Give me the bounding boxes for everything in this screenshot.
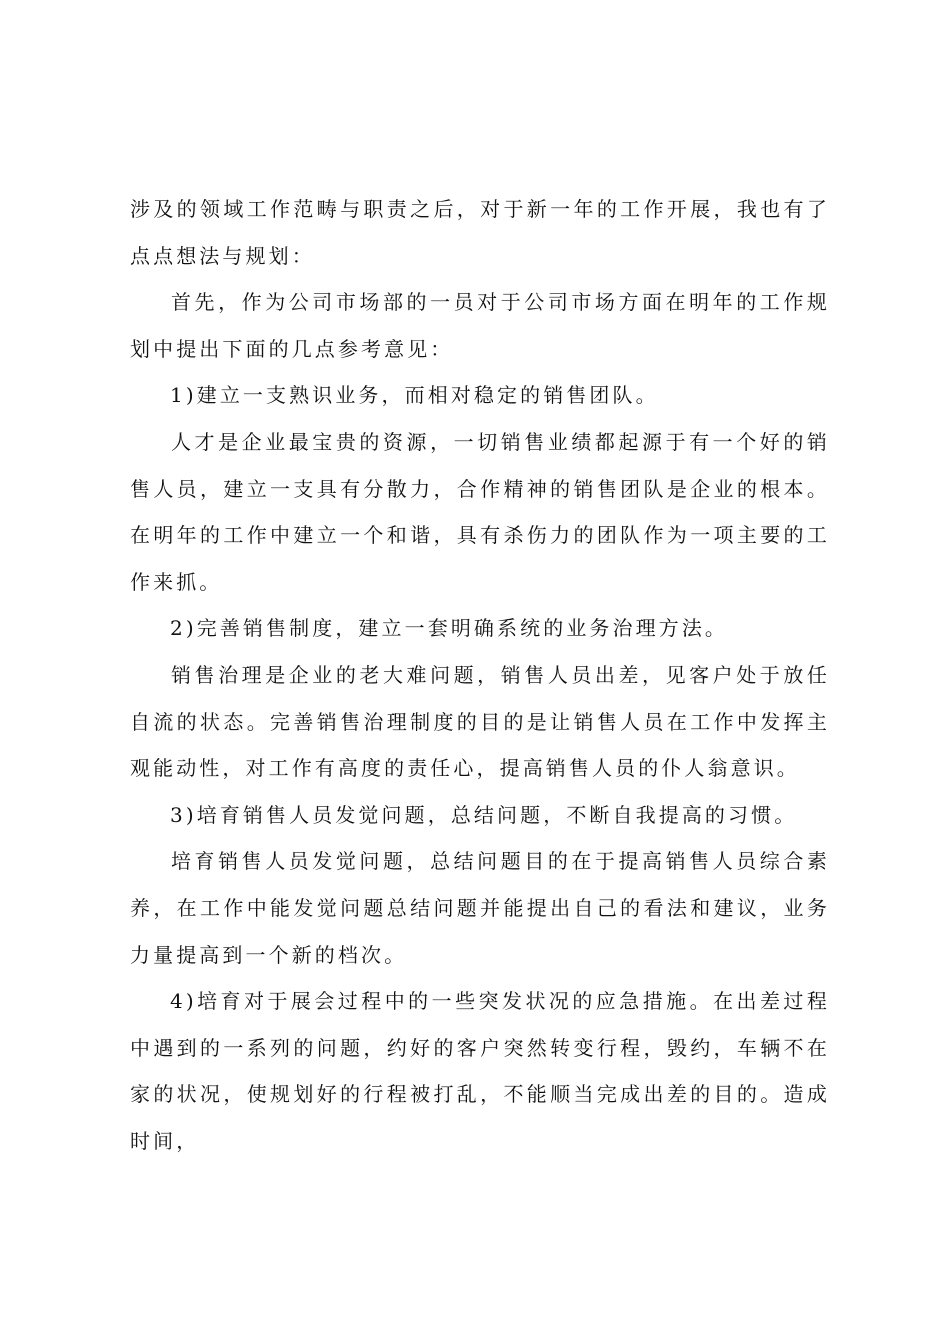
paragraph-5: 培育销售人员发觉问题，总结问题目的在于提高销售人员综合素养，在工作中能发觉问题总结问题并能提出自己的看法和建议，业务力量提高到一个新的档次。 <box>130 849 830 967</box>
paragraph-4: 销售治理是企业的老大难问题，销售人员出差，见客户处于放任自流的状态。完善销售治理制度的目的是让销售人员在工作中发挥主观能动性，对工作有高度的责任心，提高销售人员的仆人翁意识。 <box>130 662 830 781</box>
list-item-1-heading: 1)建立一支熟识业务，而相对稳定的销售团队。 <box>170 383 659 408</box>
paragraph-2: 首先，作为公司市场部的一员对于公司市场方面在明年的工作规划中提出下面的几点参考意见： <box>130 290 830 361</box>
list-item-3-heading: 3)培育销售人员发觉问题，总结问题，不断自我提高的习惯。 <box>170 802 798 827</box>
paragraph-1: 涉及的领域工作范畴与职责之后，对于新一年的工作开展，我也有了点点想法与规划： <box>130 197 830 268</box>
list-item-2-heading: 2)完善销售制度，建立一套明确系统的业务治理方法。 <box>170 616 729 641</box>
document-body <box>130 186 830 1164</box>
paragraph-3: 人才是企业最宝贵的资源，一切销售业绩都起源于有一个好的销售人员，建立一支具有分散力，合作精神的销售团队是企业的根本。在明年的工作中建立一个和谐，具有杀伤力的团队作为一项主要的工作来抓。 <box>130 429 830 594</box>
list-item-4-paragraph: 4)培育对于展会过程中的一些突发状况的应急措施。在出差过程中遇到的一系列的问题，约好的客户突然转变行程，毁约，车辆不在家的状况，使规划好的行程被打乱，不能顺当完成出差的目的。造成时间， <box>130 989 830 1153</box>
